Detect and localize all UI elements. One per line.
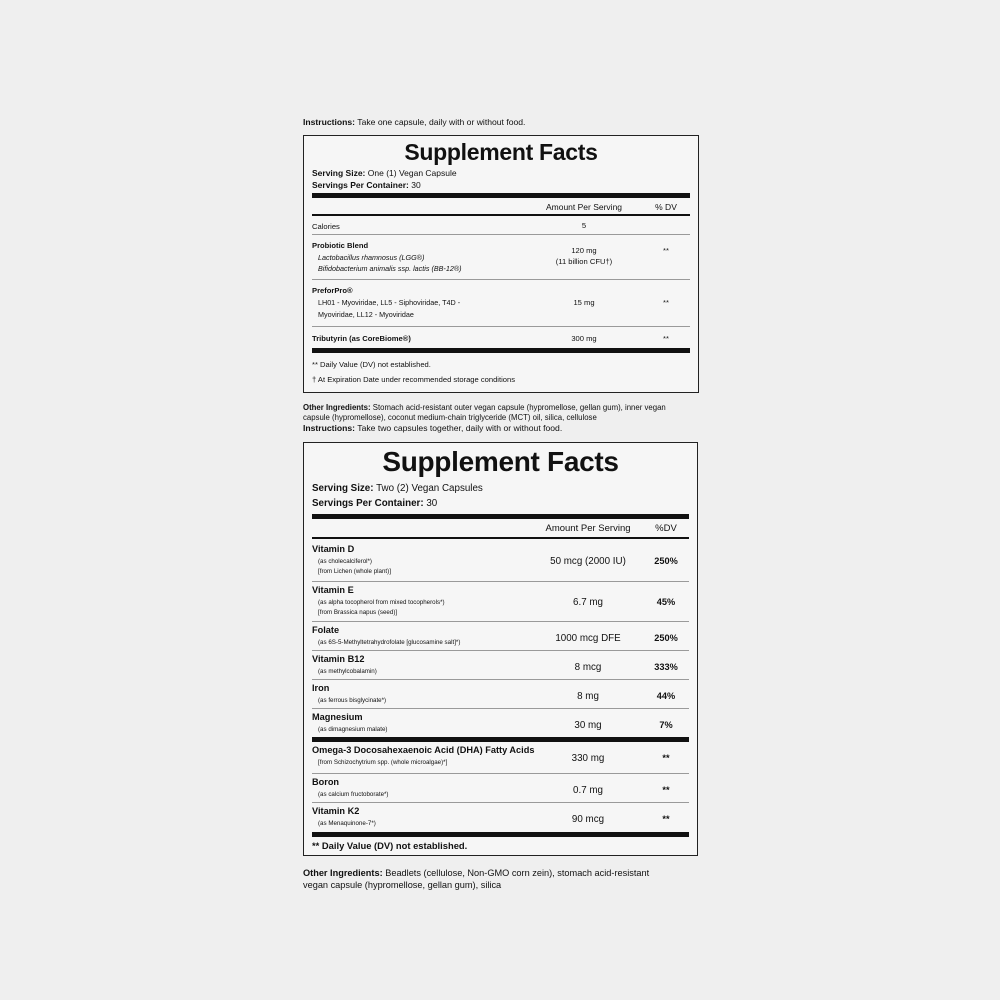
servings-per-container (312, 498, 437, 509)
serving-size-value: One (1) Vegan Capsule (367, 168, 457, 178)
nutrient-source-detail: [from Brassica napus (seed)] (318, 609, 398, 616)
serving-size-label: Serving Size: (312, 483, 374, 494)
nutrient-amount: 8 mcg (574, 662, 602, 673)
row-divider (312, 326, 690, 327)
servings-label: Servings Per Container: (312, 498, 424, 509)
nutrient-amount: 6.7 mg (573, 597, 603, 608)
row-divider (312, 621, 689, 622)
nutrient-name: Iron (312, 683, 330, 693)
nutrient-amount: 330 mg (571, 753, 605, 764)
servings-value: 30 (411, 180, 421, 190)
other-ingredients-1 (303, 403, 693, 423)
row-divider (312, 773, 689, 774)
col-amount-header: Amount Per Serving (545, 202, 623, 212)
nutrient-dv: 45% (656, 597, 676, 607)
nutrient-source: (as ferrous bisglycinate*) (318, 697, 387, 704)
col-amount-header: Amount Per Serving (545, 523, 631, 534)
header-rule (312, 537, 689, 539)
serving-size-value: Two (2) Vegan Capsules (376, 483, 483, 494)
instructions-2 (303, 423, 693, 434)
nutrient-source-detail: [from Lichen (whole plant)] (318, 568, 391, 575)
header-rule (312, 214, 690, 216)
instructions-label: Instructions: (303, 117, 356, 127)
servings-value: 30 (426, 498, 438, 509)
servings-per-container (312, 180, 421, 190)
row-divider (312, 650, 689, 651)
nutrient-dv: 250% (654, 556, 678, 566)
other-ingredients-label: Other Ingredients: (303, 403, 371, 412)
instructions-1 (303, 117, 693, 128)
footnote-expiration: † At Expiration Date under recommended storage conditions (312, 375, 516, 384)
nutrient-name: Boron (312, 777, 340, 787)
serving-size (312, 168, 457, 178)
preforpro-amount: 15 mg (573, 298, 595, 307)
panel-title: Supplement Facts (382, 446, 619, 477)
nutrient-source: (as dimagnesium malate) (318, 726, 388, 733)
nutrient-source: (as alpha tocopherol from mixed tocopherols*) (318, 599, 445, 606)
nutrient-dv: 44% (656, 691, 676, 701)
other-ingredients-label: Other Ingredients: (303, 868, 383, 878)
nutrient-name: Vitamin D (312, 544, 355, 554)
nutrient-name: Vitamin B12 (312, 654, 365, 664)
nutrient-name: Folate (312, 625, 340, 635)
nutrient-name: Magnesium (312, 712, 363, 722)
probiotic-amount: 120 mg (571, 246, 597, 255)
probiotic-line-2: Bifidobacterium animalis ssp. lactis (BB-12®) (318, 264, 462, 273)
row-divider (312, 234, 690, 235)
servings-label: Servings Per Container: (312, 180, 409, 190)
nutrient-amount: 90 mcg (571, 814, 605, 825)
nutrient-amount: 0.7 mg (573, 785, 603, 796)
footnote-dv: ** Daily Value (DV) not established. (312, 840, 468, 851)
row-divider (312, 279, 690, 280)
nutrient-dv: ** (662, 814, 670, 824)
supplement-facts-panel-1 (303, 135, 699, 393)
tributyrin-name: Tributyrin (as CoreBiome®) (312, 334, 411, 343)
preforpro-dv: ** (663, 298, 669, 307)
nutrient-name: Vitamin E (312, 585, 354, 595)
thick-rule (312, 737, 689, 742)
nutrient-source: (as 6S-5-Methyltetrahydrofolate [glucosamine salt]*) (318, 639, 461, 646)
nutrient-amount: 50 mcg (2000 IU) (550, 556, 626, 567)
calories-value: 5 (581, 221, 587, 230)
nutrient-dv: 333% (654, 662, 678, 672)
other-ingredients-line-2: capsule (hypromellose), coconut medium-chain triglyceride (MCT) oil, silica, cellulose (303, 413, 597, 422)
serving-size-label: Serving Size: (312, 168, 366, 178)
nutrient-name: Vitamin K2 (312, 806, 360, 816)
nutrient-source: (as Menaquinone-7*) (318, 820, 376, 827)
probiotic-cfu: (11 billion CFU†) (555, 257, 613, 266)
thick-rule (312, 514, 689, 519)
nutrient-source: [from Schizochytrium spp. (whole microalgae)*] (318, 759, 448, 766)
instructions-text: Take two capsules together, daily with or without food. (357, 423, 563, 433)
instructions-text: Take one capsule, daily with or without food. (357, 117, 526, 127)
row-divider (312, 679, 689, 680)
nutrient-dv: 250% (654, 633, 678, 643)
nutrient-dv: ** (662, 753, 670, 763)
nutrient-name: Omega-3 Docosahexaenoic Acid (DHA) Fatty Acids (312, 745, 535, 755)
thick-rule (312, 348, 690, 353)
calories-label: Calories (312, 222, 340, 231)
col-dv-header: % DV (655, 202, 677, 212)
other-ingredients-line-2: vegan capsule (hypromellose, gellan gum), silica (303, 880, 502, 890)
other-ingredients-line-1: Beadlets (cellulose, Non-GMO corn zein), stomach acid-resistant (385, 868, 650, 878)
nutrient-source: (as methylcobalamin) (318, 668, 377, 675)
row-divider (312, 802, 689, 803)
serving-size (312, 483, 483, 494)
thick-rule (312, 832, 689, 837)
nutrient-dv: 7% (659, 720, 673, 730)
row-divider (312, 708, 689, 709)
nutrient-amount: 1000 mcg DFE (555, 633, 621, 644)
col-dv-header: %DV (655, 523, 677, 534)
thick-rule (312, 193, 690, 198)
preforpro-line-1: LH01 - Myoviridae, LL5 - Siphoviridae, T4D - (318, 298, 461, 307)
other-ingredients-2 (303, 867, 693, 891)
nutrient-source: (as cholecalciferol*) (318, 558, 372, 565)
probiotic-blend-name: Probiotic Blend (312, 241, 369, 250)
panel-title: Supplement Facts (404, 139, 598, 165)
probiotic-dv: ** (663, 246, 669, 255)
preforpro-name: PreforPro® (312, 286, 353, 295)
tributyrin-dv: ** (663, 334, 669, 343)
supplement-facts-panel-2 (303, 442, 698, 856)
footnote-dv: ** Daily Value (DV) not established. (312, 360, 431, 369)
nutrient-amount: 8 mg (577, 691, 599, 702)
row-divider (312, 581, 689, 582)
tributyrin-amount: 300 mg (571, 334, 597, 343)
nutrient-source: (as calcium fructoborate*) (318, 791, 389, 798)
nutrient-dv: ** (662, 785, 670, 795)
other-ingredients-line-1: Stomach acid-resistant outer vegan capsule (hypromellose, gellan gum), inner vegan (372, 403, 666, 412)
probiotic-line-1: Lactobacillus rhamnosus (LGG®) (318, 253, 425, 262)
preforpro-line-2: Myoviridae, LL12 - Myoviridae (318, 310, 414, 319)
instructions-label: Instructions: (303, 423, 356, 433)
nutrient-amount: 30 mg (574, 720, 602, 731)
